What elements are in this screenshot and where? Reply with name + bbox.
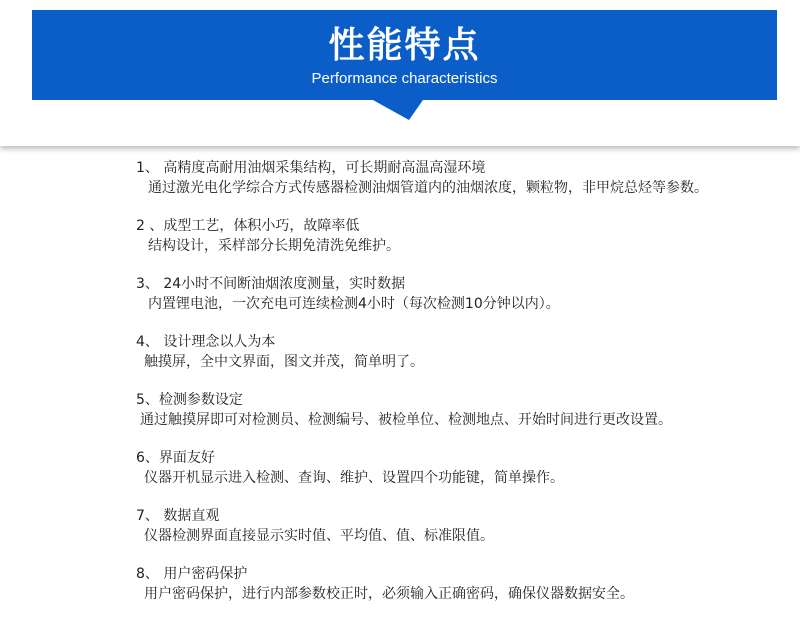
feature-title: 2 、成型工艺，体积小巧，故障率低 <box>136 218 360 234</box>
feature-item <box>136 216 776 274</box>
feature-item <box>136 332 776 390</box>
page-subtitle: Performance characteristics <box>311 70 498 87</box>
feature-item <box>136 506 776 564</box>
feature-desc: 触摸屏，全中文界面，图文并茂，简单明了。 <box>144 354 424 370</box>
feature-title: 6、界面友好 <box>136 450 215 466</box>
banner-pointer <box>373 100 423 120</box>
feature-title: 1、 高精度高耐用油烟采集结构，可长期耐高温高湿环境 <box>136 160 486 176</box>
feature-item <box>136 274 776 332</box>
feature-desc: 仪器检测界面直接显示实时值、平均值、值、标准限值。 <box>144 528 494 544</box>
feature-title: 4、 设计理念以人为本 <box>136 334 276 350</box>
title-banner <box>32 10 777 100</box>
feature-desc: 用户密码保护，进行内部参数校正时，必须输入正确密码，确保仪器数据安全。 <box>144 586 634 602</box>
feature-desc: 内置锂电池，一次充电可连续检测4小时（每次检测10分钟以内）。 <box>148 296 560 312</box>
feature-title: 3、 24小时不间断油烟浓度测量，实时数据 <box>136 276 406 292</box>
feature-list <box>136 158 776 622</box>
feature-item <box>136 390 776 448</box>
feature-item <box>136 158 776 216</box>
feature-desc: 通过触摸屏即可对检测员、检测编号、被检单位、检测地点、开始时间进行更改设置。 <box>140 412 672 428</box>
feature-title: 7、 数据直观 <box>136 508 220 524</box>
feature-desc: 结构设计，采样部分长期免清洗免维护。 <box>148 238 400 254</box>
feature-desc: 仪器开机显示进入检测、查询、维护、设置四个功能键，简单操作。 <box>144 470 564 486</box>
feature-title: 8、 用户密码保护 <box>136 566 248 582</box>
header-card <box>0 0 800 146</box>
feature-desc: 通过激光电化学综合方式传感器检测油烟管道内的油烟浓度，颗粒物，非甲烷总烃等参数。 <box>148 180 708 196</box>
feature-item <box>136 564 776 622</box>
page-title: 性能特点 <box>328 25 481 66</box>
feature-item <box>136 448 776 506</box>
feature-title: 5、检测参数设定 <box>136 392 243 408</box>
